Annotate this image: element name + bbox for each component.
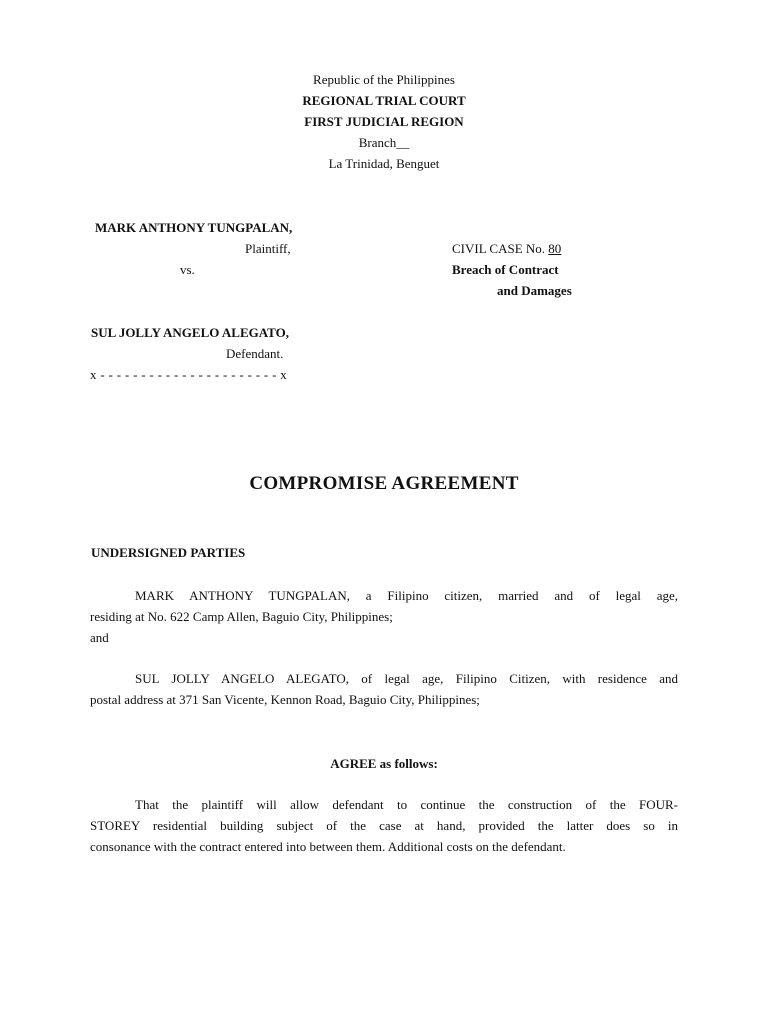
- party1-paragraph: [90, 585, 678, 648]
- defendant-name: SUL JOLLY ANGELO ALEGATO,: [91, 325, 289, 340]
- court-name: REGIONAL TRIAL COURT: [302, 93, 466, 108]
- agree-line3: consonance with the contract entered into between them. Additional costs on the defendant.: [90, 839, 566, 854]
- party1-line2: residing at No. 622 Camp Allen, Baguio City, Philippines;: [90, 609, 393, 624]
- branch-line: Branch__: [358, 135, 410, 150]
- court-location: La Trinidad, Benguet: [328, 156, 440, 171]
- republic-line: Republic of the Philippines: [313, 72, 455, 87]
- party2-line1: SUL JOLLY ANGELO ALEGATO, of legal age, Filipino Citizen, with residence and: [135, 671, 678, 686]
- versus-label: vs.: [180, 262, 195, 277]
- case-type-line2: and Damages: [497, 283, 572, 298]
- caption-separator: x - - - - - - - - - - - - - - - - - - - - - - x: [90, 367, 288, 382]
- case-label: CIVIL CASE No.: [452, 241, 546, 256]
- agree-line1: That the plaintiff will allow defendant to continue the construction of the FOUR-: [135, 797, 678, 812]
- agree-paragraph: [90, 794, 678, 857]
- plaintiff-role: Plaintiff,: [245, 241, 291, 256]
- case-number: 80: [548, 241, 562, 256]
- defendant-role: Defendant.: [226, 346, 284, 361]
- party2-line2: postal address at 371 San Vicente, Kennon Road, Baguio City, Philippines;: [90, 692, 480, 707]
- case-type-line1: Breach of Contract: [452, 262, 559, 277]
- plaintiff-name: MARK ANTHONY TUNGPALAN,: [95, 220, 293, 235]
- parties-heading: UNDERSIGNED PARTIES: [91, 545, 246, 560]
- agree-line2: STOREY residential building subject of the case at hand, provided the latter does so in: [90, 818, 678, 833]
- document-title: COMPROMISE AGREEMENT: [249, 473, 519, 494]
- party2-paragraph: [90, 668, 678, 710]
- party1-line1: MARK ANTHONY TUNGPALAN, a Filipino citizen, married and of legal age,: [135, 588, 678, 603]
- judicial-region: FIRST JUDICIAL REGION: [304, 114, 464, 129]
- and-word: and: [90, 630, 109, 645]
- agree-heading: AGREE as follows:: [330, 756, 438, 771]
- case-number-line: [452, 241, 561, 257]
